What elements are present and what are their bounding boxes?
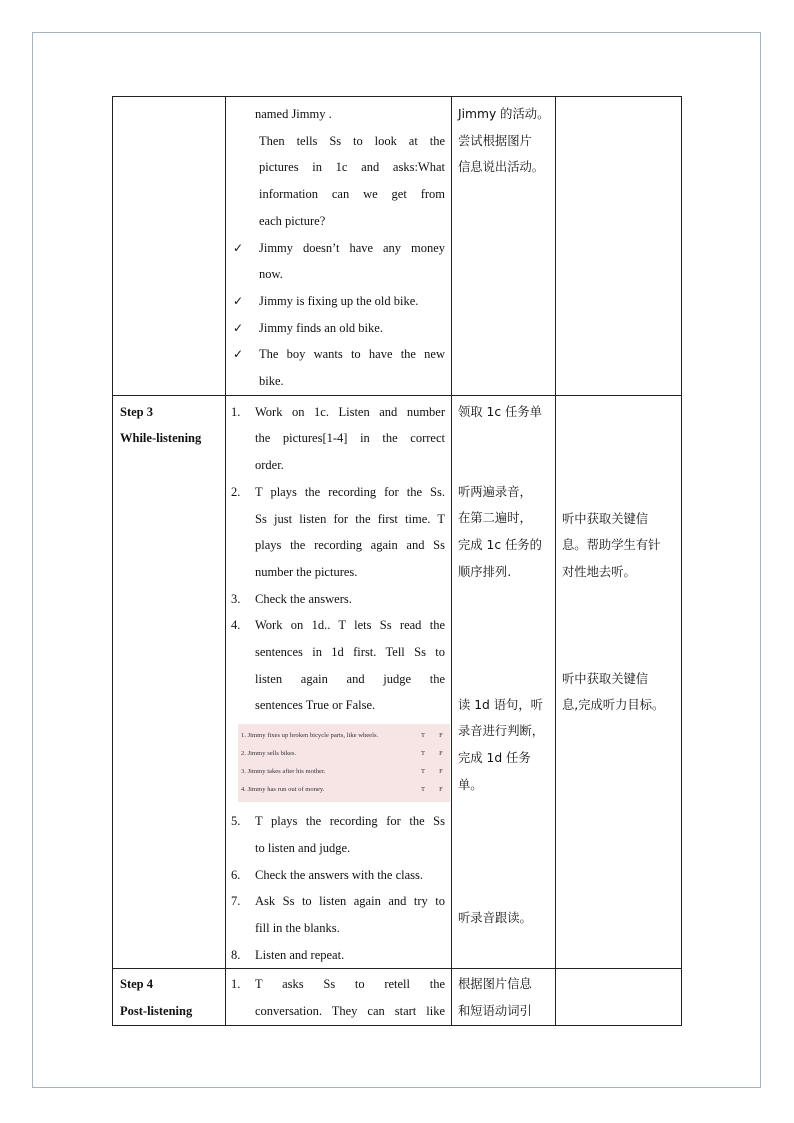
list-number: 2. [231,484,241,499]
text-line: 和短语动词引 [458,1004,532,1019]
purpose-cell [556,969,682,1025]
text-line: T plays the recording for the Ss. [255,484,445,499]
student-cell [452,969,556,1025]
list-item [231,235,445,288]
text-line: Then tells Ss to look at the [259,133,445,148]
text-line: 听录音跟读。 [458,910,532,925]
text-line: Jimmy is fixing up the old bike. [259,293,419,308]
list-item [231,888,445,941]
table-row [113,97,682,396]
step-cell [113,395,226,969]
false-option: F [439,786,443,794]
purpose-cell [556,395,682,969]
list-number: 7. [231,894,241,909]
activities-cell [226,97,452,396]
step-cell [113,97,226,396]
text-line: 录音进行判断， [458,724,545,739]
true-option: T [420,786,426,794]
text-line: named Jimmy . [255,107,332,121]
list-number: 5. [231,814,241,829]
exercise-row [238,763,450,781]
text-line: Jimmy 的活动。 [458,107,550,121]
text-line: Jimmy finds an old bike. [259,320,383,335]
text-line: 尝试根据图片 [458,133,532,148]
activities-cell [226,395,452,969]
text-line: pictures in 1c and asks:What [259,160,445,175]
exercise-question: 2. Jimmy sells bikes. [241,750,297,758]
text-line: sentences in 1d first. Tell Ss to [255,645,445,660]
list-number: 8. [231,947,241,962]
text-line: 读 1d 语句，听 [458,697,543,712]
false-option: F [439,768,443,776]
checkmark-icon: ✓ [233,240,244,255]
list-number: 6. [231,867,241,882]
exercise-row [238,727,450,745]
list-item [231,315,445,342]
list-item [231,479,445,586]
text-line: 听中获取关键信 [562,511,649,526]
student-cell [452,395,556,969]
text-line: Jimmy doesn’t have any money [259,240,445,255]
exercise-question: 3. Jimmy takes after his mother. [241,768,326,776]
activities-cell [226,969,452,1025]
list-number: 1. [231,977,241,992]
list-item [231,399,445,479]
text-line: 顺序排列. [458,564,512,579]
exercise-row [238,745,450,763]
table-row [113,395,682,969]
text-line: The boy wants to have the new [259,347,445,362]
list-item [231,942,445,969]
step-label: Step 3 [120,404,153,419]
text-line: 领取 1c 任务单 [458,404,542,419]
true-option: T [420,768,426,776]
text-line: the pictures[1-4] in the correct [255,431,445,446]
step-label: Step 4 [120,977,153,992]
list-number: 4. [231,618,241,633]
text-line: 听两遍录音， [458,484,532,499]
text-line: 根据图片信息 [458,977,532,992]
text-line: sentences True or False. [255,698,376,713]
text-line: 息。帮助学生有针 [562,538,661,553]
list-item [231,288,445,315]
text-line: Check the answers with the class. [255,867,424,882]
text-line: T plays the recording for the Ss [255,814,445,829]
text-line: number the pictures. [255,564,358,579]
checkmark-icon: ✓ [233,347,244,362]
true-option: T [420,750,426,758]
text-line: 完成 1d 任务单。 [458,751,531,792]
table-row [113,969,682,1025]
list-item [231,612,445,719]
exercise-question: 4. Jimmy has run out of money. [241,786,325,794]
false-option: F [439,750,443,758]
text-line: Ask Ss to listen again and try to [255,894,445,909]
text-line: each picture? [259,213,326,228]
student-cell [452,97,556,396]
false-option: F [439,732,443,740]
true-option: T [420,732,426,740]
step-label: While-listening [120,431,202,446]
text-line: Listen and repeat. [255,947,345,962]
text-line: conversation. They can start like [255,1004,445,1019]
text-line: now. [259,267,283,282]
text-line: information can we get from [259,187,445,202]
list-item [231,862,445,889]
step-label: Post-listening [120,1004,193,1019]
text-line: to listen and judge. [255,840,351,855]
text-line: order. [255,458,284,473]
checkmark-icon: ✓ [233,320,244,335]
text-line: 听中获取关键信 [562,671,649,686]
list-item [231,808,445,861]
text-line: Ss just listen for the first time. T [255,511,445,526]
text-line: 在第二遍时， [458,511,532,526]
text-line: T asks Ss to retell the [255,977,445,992]
text-line: 完成 1c 任务的 [458,538,542,553]
step-cell [113,969,226,1025]
purpose-cell [556,97,682,396]
true-false-exercise [238,724,450,802]
text-line: listen again and judge the [255,671,445,686]
exercise-row [238,781,450,799]
text-line: 息,完成听力目标。 [562,698,665,713]
text-line: 对性地去听。 [562,565,636,580]
exercise-question: 1. Jimmy fixes up broken bicycle parts, like wheels. [241,732,379,740]
text-line: Work on 1d.. T lets Ss read the [255,618,445,633]
list-item [231,971,445,1024]
text-line: bike. [259,374,284,389]
text-line: 信息说出活动。 [458,160,545,175]
text-line: plays the recording again and Ss [255,538,445,553]
list-item [231,586,445,613]
lesson-plan-table [112,96,682,1026]
list-number: 3. [231,591,241,606]
checkmark-icon: ✓ [233,293,244,308]
text-line: Work on 1c. Listen and number [255,404,445,419]
text-line: Check the answers. [255,591,352,606]
list-item [231,341,445,394]
text-line: fill in the blanks. [255,920,340,935]
list-number: 1. [231,404,241,419]
